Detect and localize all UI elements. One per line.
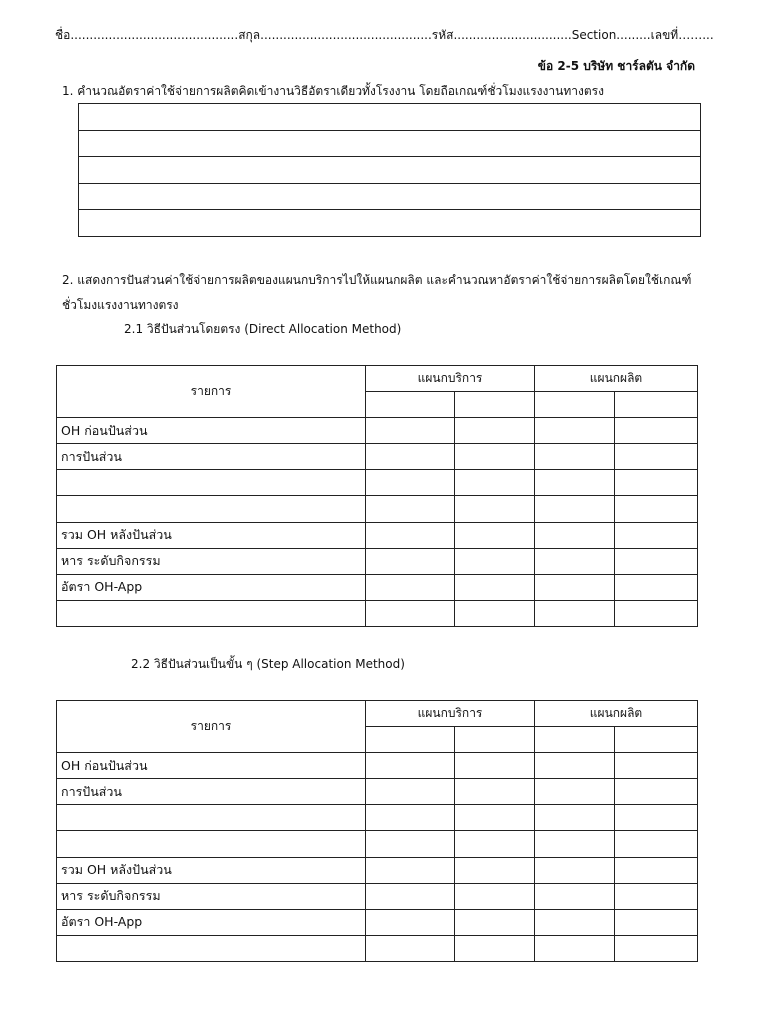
value-cell[interactable] [615, 909, 698, 935]
value-cell[interactable] [366, 909, 455, 935]
value-cell[interactable] [366, 779, 455, 805]
value-cell[interactable] [455, 883, 535, 909]
production-dept-1-header-cell[interactable] [535, 392, 615, 418]
row-label [57, 805, 366, 831]
table-row [57, 496, 698, 522]
production-dept-2-header-cell[interactable] [615, 727, 698, 753]
column-header-production-dept: แผนกผลิต [535, 701, 698, 727]
value-cell[interactable] [455, 753, 535, 779]
value-cell[interactable] [366, 522, 455, 548]
value-cell[interactable] [615, 753, 698, 779]
value-cell[interactable] [615, 831, 698, 857]
value-cell[interactable] [535, 496, 615, 522]
value-cell[interactable] [615, 857, 698, 883]
value-cell[interactable] [366, 574, 455, 600]
value-cell[interactable] [455, 857, 535, 883]
column-header-service-dept: แผนกบริการ [366, 701, 535, 727]
value-cell[interactable] [535, 470, 615, 496]
value-cell[interactable] [615, 883, 698, 909]
section-2-1-title: 2.1 วิธีปันส่วนโดยตรง (Direct Allocation Method) [124, 322, 402, 336]
table-row [57, 574, 698, 600]
value-cell[interactable] [535, 857, 615, 883]
value-cell[interactable] [535, 600, 615, 626]
row-label [57, 831, 366, 857]
student-info-line: ชื่อ............................................สกุล.............................................รหัส...............................Section.........เลขที่……... [55, 28, 714, 42]
value-cell[interactable] [455, 496, 535, 522]
row-label: OH ก่อนปันส่วน [57, 418, 366, 444]
value-cell[interactable] [455, 805, 535, 831]
value-cell[interactable] [535, 418, 615, 444]
value-cell[interactable] [455, 831, 535, 857]
section-2-2-title: 2.2 วิธีปันส่วนเป็นขั้น ๆ (Step Allocation Method) [131, 657, 405, 671]
value-cell[interactable] [366, 496, 455, 522]
table-row [57, 909, 698, 935]
value-cell[interactable] [535, 909, 615, 935]
question-2-line-1: 2. แสดงการปันส่วนค่าใช้จ่ายการผลิตของแผนกบริการไปให้แผนกผลิต และคำนวณหาอัตราค่าใช้จ่ายการผลิตโดยใช้เกณฑ์ [62, 273, 692, 287]
value-cell[interactable] [455, 935, 535, 961]
table-row [57, 444, 698, 470]
row-label: รวม OH หลังปันส่วน [57, 857, 366, 883]
value-cell[interactable] [615, 935, 698, 961]
row-label [57, 935, 366, 961]
table-row [57, 779, 698, 805]
service-dept-2-header-cell[interactable] [455, 392, 535, 418]
value-cell[interactable] [615, 470, 698, 496]
row-label: การปันส่วน [57, 444, 366, 470]
answer-line[interactable] [79, 157, 701, 184]
row-label [57, 496, 366, 522]
value-cell[interactable] [535, 522, 615, 548]
value-cell[interactable] [366, 444, 455, 470]
exercise-title: ข้อ 2-5 บริษัท ชาร์ลตัน จำกัด [537, 59, 695, 73]
value-cell[interactable] [366, 857, 455, 883]
table-row [57, 857, 698, 883]
value-cell[interactable] [455, 574, 535, 600]
column-header-item: รายการ [57, 701, 366, 753]
value-cell[interactable] [366, 753, 455, 779]
answer-line[interactable] [79, 104, 701, 131]
value-cell[interactable] [455, 779, 535, 805]
value-cell[interactable] [615, 600, 698, 626]
value-cell[interactable] [535, 935, 615, 961]
table-row [57, 883, 698, 909]
value-cell[interactable] [615, 779, 698, 805]
value-cell[interactable] [366, 883, 455, 909]
question-1: 1. คำนวณอัตราค่าใช้จ่ายการผลิตคิดเข้างานวิธีอัตราเดียวทั้งโรงงาน โดยถือเกณฑ์ชั่วโมงแรงงานทางตรง [62, 84, 604, 98]
value-cell[interactable] [455, 600, 535, 626]
row-label: อัตรา OH-App [57, 574, 366, 600]
value-cell[interactable] [615, 496, 698, 522]
value-cell[interactable] [366, 470, 455, 496]
value-cell[interactable] [455, 418, 535, 444]
value-cell[interactable] [366, 935, 455, 961]
column-header-production-dept: แผนกผลิต [535, 366, 698, 392]
value-cell[interactable] [615, 805, 698, 831]
answer-box-question-1 [78, 103, 701, 237]
value-cell[interactable] [366, 600, 455, 626]
value-cell[interactable] [366, 831, 455, 857]
row-label [57, 470, 366, 496]
table-row [57, 470, 698, 496]
value-cell[interactable] [366, 805, 455, 831]
step-allocation-table [56, 700, 698, 962]
table-row [57, 418, 698, 444]
answer-line[interactable] [79, 210, 701, 237]
value-cell[interactable] [535, 444, 615, 470]
row-label: รวม OH หลังปันส่วน [57, 522, 366, 548]
value-cell[interactable] [615, 418, 698, 444]
value-cell[interactable] [455, 470, 535, 496]
value-cell[interactable] [366, 548, 455, 574]
direct-allocation-table [56, 365, 698, 627]
production-dept-2-header-cell[interactable] [615, 392, 698, 418]
table-row [57, 522, 698, 548]
row-label: OH ก่อนปันส่วน [57, 753, 366, 779]
value-cell[interactable] [535, 574, 615, 600]
value-cell[interactable] [615, 548, 698, 574]
value-cell[interactable] [535, 753, 615, 779]
row-label: การปันส่วน [57, 779, 366, 805]
value-cell[interactable] [455, 909, 535, 935]
value-cell[interactable] [455, 522, 535, 548]
service-dept-1-header-cell[interactable] [366, 727, 455, 753]
value-cell[interactable] [535, 805, 615, 831]
row-label: อัตรา OH-App [57, 909, 366, 935]
value-cell[interactable] [615, 574, 698, 600]
value-cell[interactable] [535, 548, 615, 574]
service-dept-2-header-cell[interactable] [455, 727, 535, 753]
value-cell[interactable] [615, 522, 698, 548]
row-label: หาร ระดับกิจกรรม [57, 548, 366, 574]
value-cell[interactable] [535, 883, 615, 909]
column-header-item: รายการ [57, 366, 366, 418]
table-row [57, 805, 698, 831]
question-2-line-2: ชั่วโมงแรงงานทางตรง [62, 298, 179, 312]
production-dept-1-header-cell[interactable] [535, 727, 615, 753]
answer-line[interactable] [79, 183, 701, 210]
value-cell[interactable] [615, 444, 698, 470]
value-cell[interactable] [535, 779, 615, 805]
value-cell[interactable] [366, 418, 455, 444]
column-header-service-dept: แผนกบริการ [366, 366, 535, 392]
row-label [57, 600, 366, 626]
table-row [57, 600, 698, 626]
table-row [57, 831, 698, 857]
table-row [57, 935, 698, 961]
value-cell[interactable] [535, 831, 615, 857]
table-row [57, 753, 698, 779]
answer-line[interactable] [79, 130, 701, 157]
table-row [57, 548, 698, 574]
value-cell[interactable] [455, 444, 535, 470]
service-dept-1-header-cell[interactable] [366, 392, 455, 418]
row-label: หาร ระดับกิจกรรม [57, 883, 366, 909]
value-cell[interactable] [455, 548, 535, 574]
